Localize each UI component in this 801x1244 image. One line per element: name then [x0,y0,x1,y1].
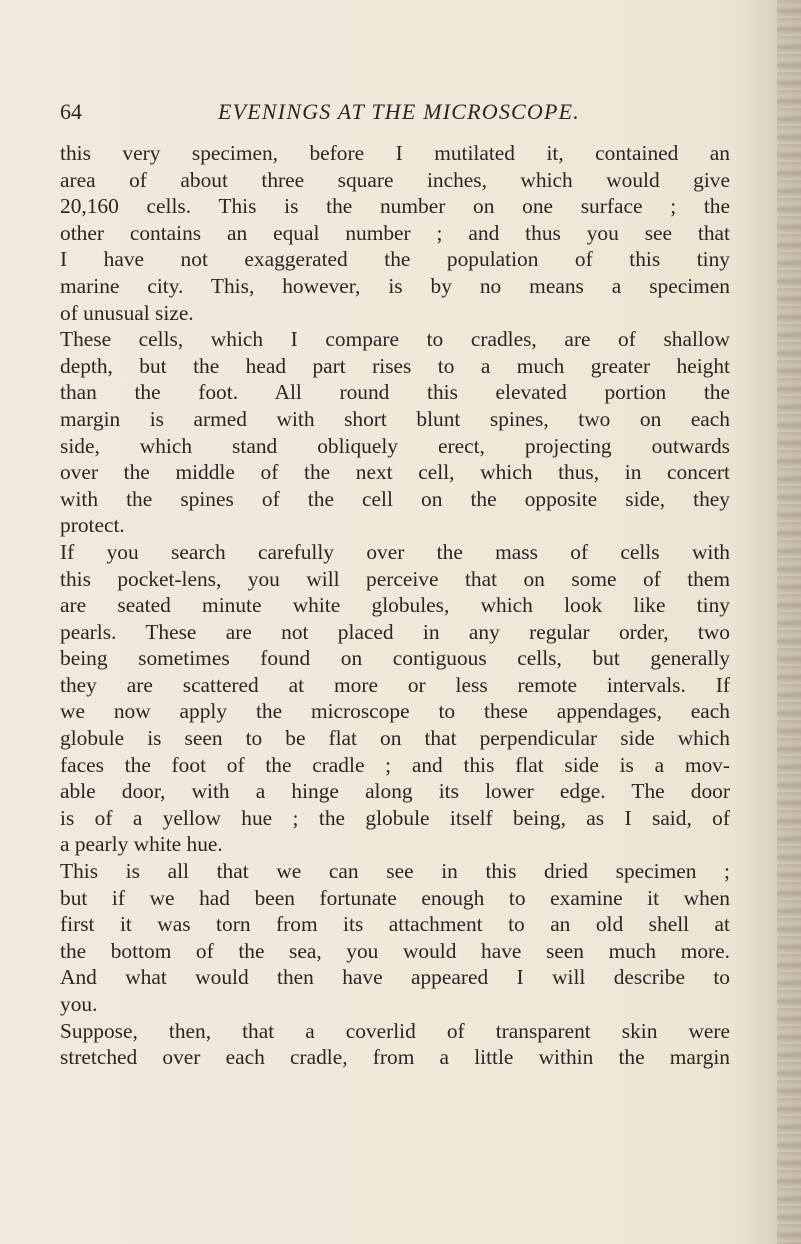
text-line: These cells, which I compare to cradles, are of shallow [60,327,730,352]
text-line: you. [60,992,98,1016]
text-line: depth, but the head part rises to a much greater height [60,353,730,378]
text-line: area of about three square inches, which would give [60,167,730,192]
text-line: a pearly white hue. [60,832,223,857]
running-title: EVENINGS AT THE MICROSCOPE. [218,99,580,124]
page-number: 64 [60,99,82,124]
text-line: than the foot. All round this elevated portion the [60,380,730,405]
text-line: other contains an equal number ; and thus you see that [60,220,730,245]
text-line: this pocket-lens, you will perceive that on some of them [60,566,730,591]
text-line: we now apply the microscope to these appendages, each [60,699,730,724]
body-text [60,140,730,1071]
text-line: first it was torn from its attachment to an old shell at [60,912,730,937]
text-line: is of a yellow hue ; the globule itself being, as I said, of [60,805,730,830]
text-line: And what would then have appeared I will describe to [60,965,730,990]
text-line: able door, with a hinge along its lower edge. The door [60,779,730,804]
text-line: with the spines of the cell on the opposite side, they [60,486,730,511]
text-line: pearls. These are not placed in any regular order, two [60,619,730,644]
text-line: globule is seen to be flat on that perpendicular side which [60,726,730,751]
text-line: faces the foot of the cradle ; and this flat side is a mov- [60,752,730,777]
text-line: This is all that we can see in this dried specimen ; [60,859,730,884]
running-head [60,98,760,126]
text-line: side, which stand obliquely erect, projecting outwards [60,433,730,458]
text-line: 20,160 cells. This is the number on one surface ; the [60,194,730,219]
text-line: Suppose, then, that a coverlid of transparent skin were [60,1018,730,1043]
text-line: I have not exaggerated the population of this tiny [60,247,730,272]
text-line: marine city. This, however, is by no means a specimen [60,273,730,298]
text-line: are seated minute white globules, which look like tiny [60,593,730,618]
text-line: this very specimen, before I mutilated it, contained an [60,141,730,165]
text-line: margin is armed with short blunt spines, two on each [60,406,730,431]
text-line: If you search carefully over the mass of cells with [60,539,730,564]
text-line: protect. [60,513,125,538]
text-line: but if we had been fortunate enough to examine it when [60,885,730,910]
text-line: they are scattered at more or less remote intervals. If [60,672,730,697]
page-edge [777,0,801,1244]
text-line: of unusual size. [60,300,194,325]
text-line: over the middle of the next cell, which thus, in concert [60,460,730,485]
text-line: the bottom of the sea, you would have seen much more. [60,938,730,963]
text-line: being sometimes found on contiguous cells, but generally [60,646,730,671]
text-line: stretched over each cradle, from a little within the margin [60,1045,730,1070]
